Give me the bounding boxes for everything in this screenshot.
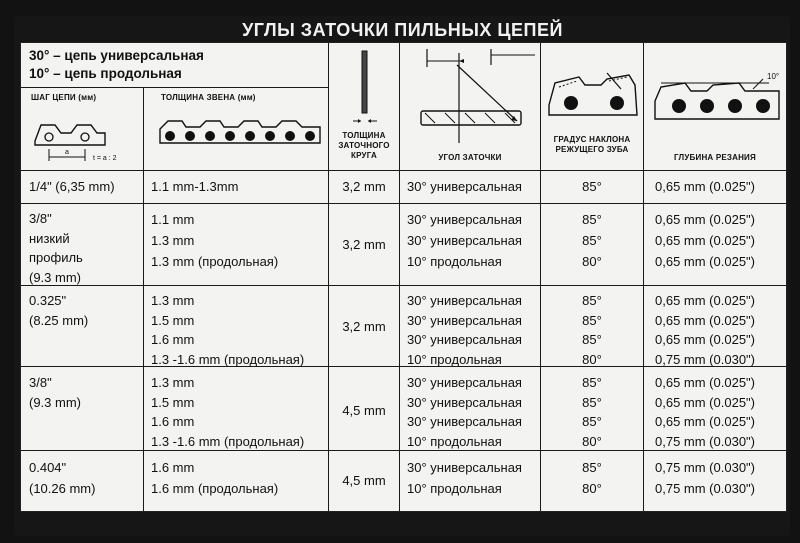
- tooth-line: 85°: [582, 293, 602, 308]
- angle-line: 30° универсальная: [407, 414, 522, 429]
- file-rod-icon: [351, 49, 379, 129]
- tooth-line: 80°: [582, 481, 602, 496]
- angle-cell: [407, 373, 522, 451]
- pitch-formula: t = a : 2: [93, 155, 117, 162]
- pitch-line: 1/4" (6,35 mm): [29, 179, 115, 194]
- pitch-line: (9.3 mm): [29, 394, 81, 410]
- header-file-size: ТОЛЩИНА ЗАТОЧНОГО КРУГА: [338, 131, 390, 160]
- angle-line: 30° универсальная: [407, 332, 522, 347]
- col-divider: [143, 87, 144, 511]
- gauge-cell: [151, 373, 304, 451]
- legend-divider: [21, 87, 328, 88]
- pitch-line: низкий: [29, 230, 70, 246]
- pitch-a-label: a: [65, 149, 69, 156]
- depth-gauge-icon: [651, 73, 783, 137]
- angle-line: 30° универсальная: [407, 394, 522, 410]
- depth-cell: [655, 179, 755, 194]
- angle-line: 30° универсальная: [407, 179, 522, 194]
- col-divider: [540, 43, 541, 511]
- depth-cell: [655, 457, 755, 499]
- legend-universal: 30° – цепь универсальная: [29, 48, 204, 63]
- tooth-line: 80°: [582, 351, 602, 367]
- depth-line: 0,65 mm (0.025"): [655, 233, 755, 248]
- tooth-cell: [543, 291, 641, 369]
- pitch-cell: [29, 179, 115, 194]
- depth-cell: [655, 291, 755, 369]
- pitch-cell: [29, 373, 81, 412]
- gauge-line: 1.1 mm-1.3mm: [151, 179, 239, 194]
- angle-line: 30° универсальная: [407, 233, 522, 248]
- depth-angle-label: 10°: [767, 73, 780, 81]
- gauge-cell: [151, 179, 238, 194]
- depth-line: 0,75 mm (0.030"): [655, 481, 755, 496]
- col-divider: [328, 43, 329, 511]
- row-divider: [21, 285, 786, 286]
- gauge-line: 1.6 mm: [151, 460, 195, 475]
- angle-cell: [407, 457, 522, 499]
- gauge-cell: [151, 457, 278, 499]
- col-divider: [399, 43, 400, 511]
- depth-line: 0,65 mm (0.025"): [655, 332, 755, 347]
- file-size-cell: 3,2 mm: [342, 237, 386, 252]
- gauge-line: 1.3 mm: [151, 293, 195, 308]
- file-size-cell: 3,2 mm: [342, 179, 386, 194]
- tooth-line: 80°: [582, 433, 602, 449]
- pitch-line: (9.3 mm): [29, 269, 81, 285]
- gauge-line: 1.6 mm: [151, 332, 195, 347]
- depth-line: 0,65 mm (0.025"): [655, 394, 755, 410]
- gauge-line: 1.1 mm: [151, 212, 195, 227]
- pitch-line: 0.404": [29, 460, 67, 475]
- angle-line: 30° универсальная: [407, 293, 522, 308]
- angle-line: 30° универсальная: [407, 212, 522, 227]
- header-depth: ГЛУБИНА РЕЗАНИЯ: [674, 153, 756, 162]
- tooth-line: 80°: [582, 254, 602, 269]
- angle-line: 10° продольная: [407, 254, 502, 269]
- pitch-line: 3/8": [29, 211, 52, 226]
- header-divider: [21, 170, 786, 171]
- angle-line: 30° универсальная: [407, 375, 522, 390]
- depth-line: 0,65 mm (0.025"): [655, 212, 755, 227]
- legend-rip: 10° – цепь продольная: [29, 66, 182, 81]
- pitch-line: (10.26 mm): [29, 481, 96, 496]
- header-pitch: ШАГ ЦЕПИ (мм): [31, 93, 97, 102]
- file-size-cell: 4,5 mm: [342, 473, 386, 488]
- row-divider: [21, 203, 786, 204]
- angle-line: 10° продольная: [407, 351, 502, 367]
- gauge-line: 1.3 mm (продольная): [151, 254, 279, 269]
- gauge-line: 1.6 mm (продольная): [151, 481, 279, 496]
- depth-cell: [655, 373, 755, 451]
- tooth-cell: [543, 179, 641, 194]
- angle-line: 30° универсальная: [407, 312, 522, 328]
- tooth-line: 85°: [582, 233, 602, 248]
- pitch-line: профиль: [29, 250, 83, 265]
- depth-line: 0,65 mm (0.025"): [655, 414, 755, 429]
- depth-line: 0,75 mm (0.030"): [655, 433, 755, 449]
- tooth-line: 85°: [582, 375, 602, 390]
- pitch-line: (8.25 mm): [29, 312, 89, 328]
- pitch-cell: [29, 209, 83, 287]
- depth-line: 0,65 mm (0.025"): [655, 312, 755, 328]
- col-divider: [643, 43, 644, 511]
- gauge-cell: [151, 209, 278, 272]
- pitch-cell: [29, 457, 95, 499]
- chain-links-icon: [156, 109, 324, 159]
- tooth-line: 85°: [582, 414, 602, 429]
- gauge-line: 1.6 mm: [151, 414, 195, 429]
- tooth-cell: [543, 373, 641, 451]
- gauge-line: 1.3 mm: [151, 375, 195, 390]
- tooth-line: 85°: [582, 179, 602, 194]
- header-sharpening-angle: УГОЛ ЗАТОЧКИ: [438, 153, 502, 162]
- depth-line: 0,75 mm (0.030"): [655, 460, 755, 475]
- file-size-cell: 4,5 mm: [342, 403, 386, 418]
- tooth-line: 85°: [582, 312, 602, 328]
- depth-line: 0,65 mm (0.025"): [655, 293, 755, 308]
- gauge-cell: [151, 291, 304, 369]
- sharpening-table: [20, 42, 787, 512]
- depth-line: 0,65 mm (0.025"): [655, 179, 755, 194]
- pitch-cell: [29, 291, 88, 330]
- angle-line: 10° продольная: [407, 481, 502, 496]
- angle-line: 30° универсальная: [407, 460, 522, 475]
- gauge-line: 1.5 mm: [151, 394, 195, 410]
- pitch-line: 3/8": [29, 375, 52, 390]
- angle-cell: [407, 179, 522, 194]
- gauge-line: 1.3 -1.6 mm (продольная): [151, 433, 305, 449]
- depth-line: 0,65 mm (0.025"): [655, 375, 755, 390]
- tooth-line: 85°: [582, 332, 602, 347]
- file-size-cell: 3,2 mm: [342, 319, 386, 334]
- chain-pitch-icon: [31, 111, 141, 166]
- tooth-line: 85°: [582, 394, 602, 410]
- header-tooth-angle: ГРАДУС НАКЛОНА РЕЖУЩЕГО ЗУБА: [553, 135, 631, 154]
- depth-line: 0,65 mm (0.025"): [655, 254, 755, 269]
- tooth-cell: [543, 209, 641, 272]
- depth-line: 0,75 mm (0.030"): [655, 351, 755, 367]
- depth-cell: [655, 209, 755, 272]
- tooth-line: 85°: [582, 460, 602, 475]
- tooth-line: 85°: [582, 212, 602, 227]
- angle-cell: [407, 291, 522, 369]
- gauge-line: 1.3 mm: [151, 233, 195, 248]
- gauge-line: 1.3 -1.6 mm (продольная): [151, 351, 305, 367]
- angle-line: 10° продольная: [407, 433, 502, 449]
- tooth-angle-icon: [545, 71, 641, 131]
- header-gauge: ТОЛЩИНА ЗВЕНА (мм): [161, 93, 256, 102]
- gauge-line: 1.5 mm: [151, 312, 195, 328]
- angle-cell: [407, 209, 522, 272]
- tooth-cell: [543, 457, 641, 499]
- sharpening-angle-icon: [405, 47, 537, 149]
- pitch-line: 0.325": [29, 293, 67, 308]
- page-title: УГЛЫ ЗАТОЧКИ ПИЛЬНЫХ ЦЕПЕЙ: [242, 20, 563, 40]
